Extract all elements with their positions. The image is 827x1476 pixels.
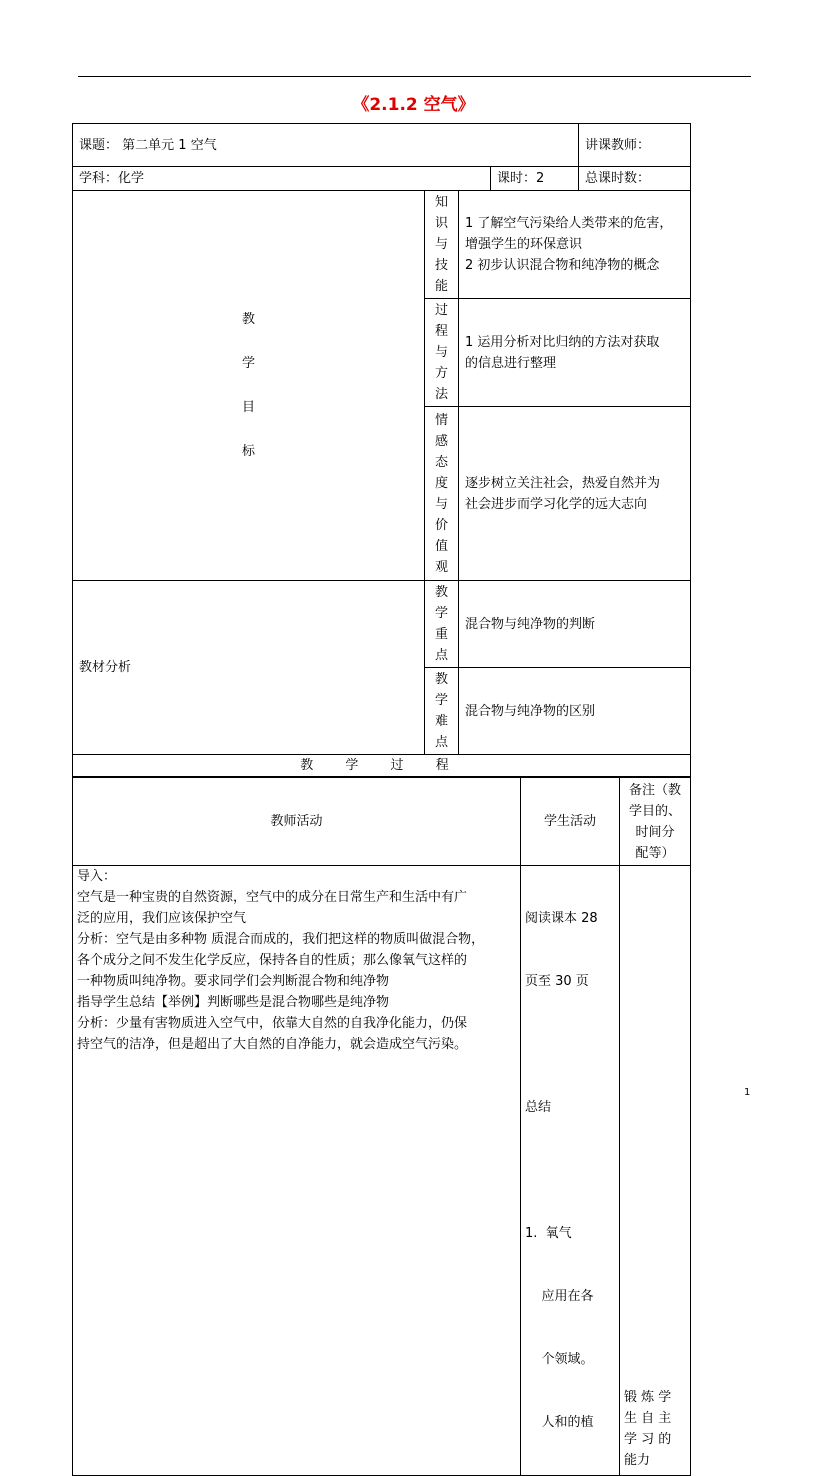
hours-cell: 课时：2 [491,167,579,191]
process-table [72,777,691,1476]
objective-heading-emotion: 情 感 态 度 与 价 值 观 [425,407,459,581]
notes-content: 锻 炼 学 生 自 主 学 习 的 能力 [620,866,691,1476]
teacher-activity-content: 导入： 空气是一种宝贵的自然资源，空气中的成分在日常生产和生活中有广 泛的应用，我们应该保护空气 分析：空气是由多种物 质混合而成的，我们把这样的物质叫做混合物， 各个成分之间不发生化学反应，保持各自的性质；那么像氧气这样的 一种物质叫纯净物。要求同学们会判断混合物和纯净物 指导学生总结【举例】判断哪些是混合物哪些是纯净物 分析：少量有害物质进入空气中，依靠大自然的自我净化能力，仍保 持空气的洁净，但是超出了大自然的自净能力，就会造成空气污染。 [73,866,521,1476]
total-hours-cell: 总课时数： [579,167,691,191]
material-label: 教材分析 [73,581,425,755]
objective-text-emotion: 逐步树立关注社会，热爱自然并为 社会进步而学习化学的远大志向 [459,407,691,581]
topic-label: 课题： [79,137,119,153]
objective-heading-process: 过 程 与 方 法 [425,299,459,407]
material-text-key: 混合物与纯净物的判断 [459,581,691,668]
teacher-activity-header: 教师活动 [73,778,521,866]
topic-value: 第二单元 1 空气 [122,137,217,153]
objective-text-process: 1 运用分析对比归纳的方法对获取 的信息进行整理 [459,299,691,407]
subject-cell: 学科：化学 [73,167,491,191]
teacher-cell: 讲课教师： [579,124,691,167]
material-heading-key: 教 学 重 点 [425,581,459,668]
document-title: 《2.1.2 空气》 [352,95,475,115]
student-activity-content: 阅读课本 28 页至 30 页 总结 1. 氧气 应用在各 个领域。 人和的植 [521,866,620,1476]
page-number: 1 [744,1087,751,1098]
material-heading-difficulty: 教 学 难 点 [425,668,459,755]
objective-text-knowledge: 1 了解空气污染给人类带来的危害， 增强学生的环保意识 2 初步认识混合物和纯净物的概念 [459,191,691,299]
lesson-table [72,123,691,777]
topic-cell [73,124,579,167]
notes-header: 备注（教 学目的、 时间分 配等） [620,778,691,866]
header-rule [78,76,751,77]
student-activity-header: 学生活动 [521,778,620,866]
process-section-title: 教 学 过 程 [73,755,691,777]
objective-heading-knowledge: 知 识 与 技 能 [425,191,459,299]
objectives-label: 教 学 目 标 [73,191,425,581]
material-text-difficulty: 混合物与纯净物的区别 [459,668,691,755]
